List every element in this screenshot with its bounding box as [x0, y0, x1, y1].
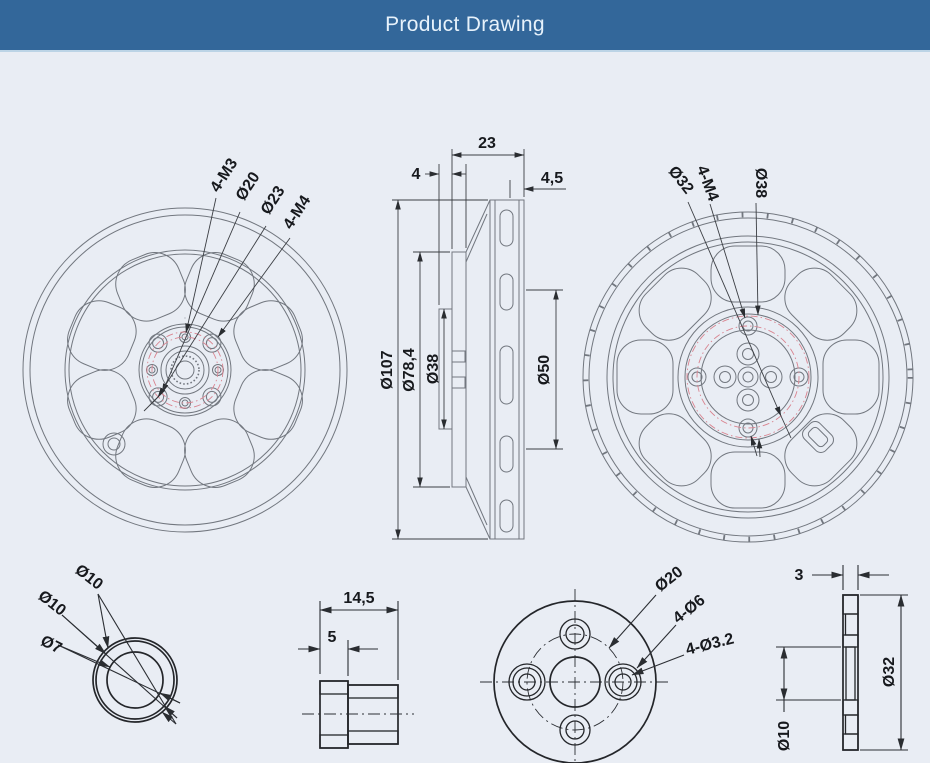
rotor-back-view: [583, 163, 913, 542]
rotor-front-view: [23, 156, 347, 532]
back-dim-d32: Ø32: [664, 163, 697, 198]
bushing-body: [320, 681, 398, 748]
header-bar: [0, 0, 930, 52]
side-dim-d78: Ø78,4: [401, 348, 418, 392]
page-title: Product Drawing: [385, 13, 545, 36]
back-wire-exit: [800, 419, 837, 456]
front-spoke-cutouts: [60, 245, 311, 496]
flange-dim-4d32: 4-Ø3.2: [684, 630, 736, 659]
product-drawing-svg: [0, 52, 930, 763]
side-dim-d107: Ø107: [379, 350, 396, 390]
front-leaders: [144, 198, 290, 411]
front-wire-hole: [103, 433, 125, 455]
front-dim-d20: Ø20: [232, 169, 264, 204]
flange-side-dim-d32: Ø32: [881, 656, 898, 688]
flange-side-dim-d10: Ø10: [776, 720, 793, 752]
shaft-dim-d7: Ø7: [37, 632, 65, 658]
front-dim-d23: Ø23: [257, 183, 289, 218]
side-dim-4: 4: [411, 166, 421, 183]
side-dim-23: 23: [478, 135, 496, 152]
shaft-leaders: [58, 594, 180, 724]
back-magnet-ticks: [586, 215, 911, 540]
shaft-dim-d10b: Ø10: [34, 587, 69, 620]
side-dim-45: 4,5: [540, 170, 564, 187]
flange-dim-d20: Ø20: [652, 563, 687, 596]
flange-dim-4d6: 4-Ø6: [669, 591, 709, 628]
back-hub: [678, 307, 818, 447]
flange-side-view: [776, 565, 908, 751]
back-spoke-cutouts: [617, 246, 879, 508]
back-dim-4m4: 4-M4: [693, 163, 722, 204]
drawing-canvas: [0, 52, 930, 763]
flange-side-body: [843, 595, 858, 750]
side-face-plate: [452, 252, 466, 487]
motor-side-view: [379, 135, 566, 539]
flange-side-dim-3: 3: [794, 567, 804, 584]
side-dimensions: [392, 149, 566, 539]
bushing-section-view: [298, 590, 414, 748]
flange-front-view: [480, 563, 736, 763]
shaft-end-view: [35, 561, 180, 724]
front-dim-4m3: 4-M3: [207, 155, 242, 196]
flange-leaders: [609, 595, 684, 675]
back-dim-d38: Ø38: [752, 167, 769, 199]
front-dim-4m4: 4-M4: [280, 192, 315, 233]
bushing-dimensions: [298, 601, 398, 680]
back-bolt-circles: [687, 316, 809, 438]
shaft-dim-d10a: Ø10: [71, 561, 106, 594]
bushing-dim-5: 5: [327, 629, 337, 646]
side-dim-d50: Ø50: [536, 354, 553, 386]
front-outer-rim: [23, 208, 347, 532]
bushing-dim-145: 14,5: [343, 590, 375, 607]
side-dim-d38: Ø38: [425, 353, 442, 385]
